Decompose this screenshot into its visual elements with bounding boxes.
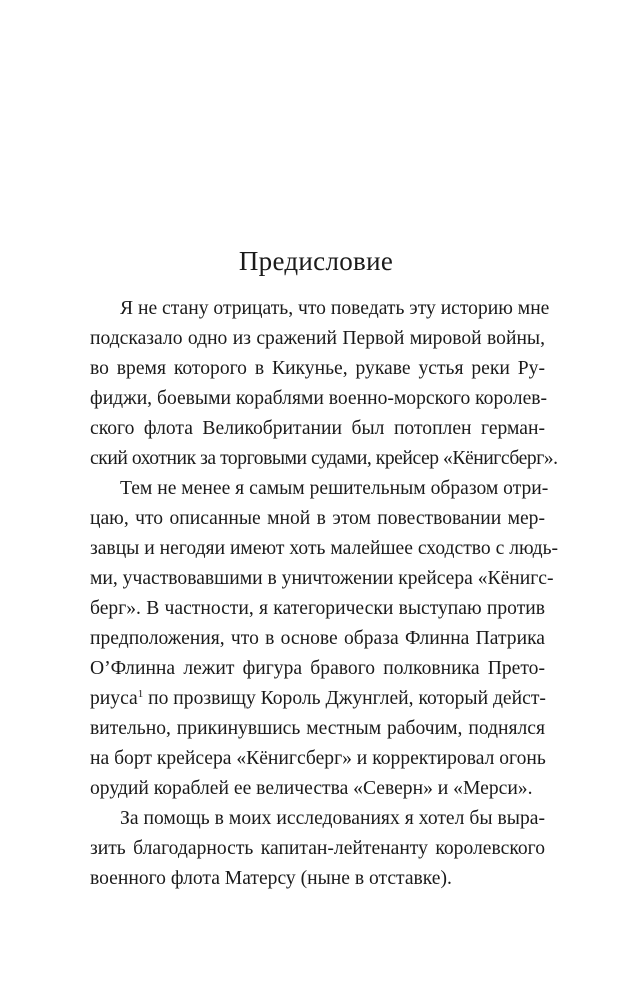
text-line: фиджи, боевыми кораблями военно-морского королев-	[90, 388, 548, 409]
footnote-marker[interactable]: 1	[137, 688, 144, 700]
text-line: ского флота Великобритании был потоплен герман-	[90, 418, 545, 439]
text-line: Я не стану отрицать, что поведать эту историю мне	[120, 298, 550, 319]
text-line: военного флота Матерсу (ныне в отставке).	[90, 868, 452, 889]
text-line-with-footnote	[90, 684, 545, 714]
text-line: на борт крейсера «Кёнигсберг» и корректировал огонь	[90, 748, 546, 769]
text-line: Тем не менее я самым решительным образом отри-	[120, 478, 549, 499]
text-line: завцы и негодяи имеют хоть малейшее сходство с людь-	[90, 538, 559, 559]
page-title: Предисловие	[238, 246, 394, 276]
text-line: во время которого в Кикунье, рукаве устья реки Ру-	[90, 358, 545, 379]
text-line: ский охотник за торговыми судами, крейсер «Кёнигсберг».	[90, 448, 558, 469]
text-line: берг». В частности, я категорически выступаю против	[90, 598, 545, 619]
text-fragment: по прозвищу Король Джунглей, который дейст-	[143, 688, 546, 709]
text-line: зить благодарность капитан-лейтенанту королевского	[90, 838, 545, 859]
text-line: орудий кораблей ее величества «Северн» и «Мерси».	[90, 778, 533, 799]
text-line: предположения, что в основе образа Флинна Патрика	[90, 628, 545, 649]
text-line: подсказало одно из сражений Первой мировой войны,	[90, 328, 545, 349]
text-fragment: риуса	[90, 688, 138, 709]
text-line: О’Флинна лежит фигура бравого полковника Прето-	[90, 658, 545, 679]
text-line: За помощь в моих исследованиях я хотел бы выра-	[120, 808, 545, 829]
text-line: вительно, прикинувшись местным рабочим, поднялся	[90, 718, 545, 739]
text-line: цаю, что описанные мной в этом повествовании мер-	[90, 508, 545, 529]
text-line: ми, участвовавшими в уничтожении крейсера «Кёнигс-	[90, 568, 554, 589]
